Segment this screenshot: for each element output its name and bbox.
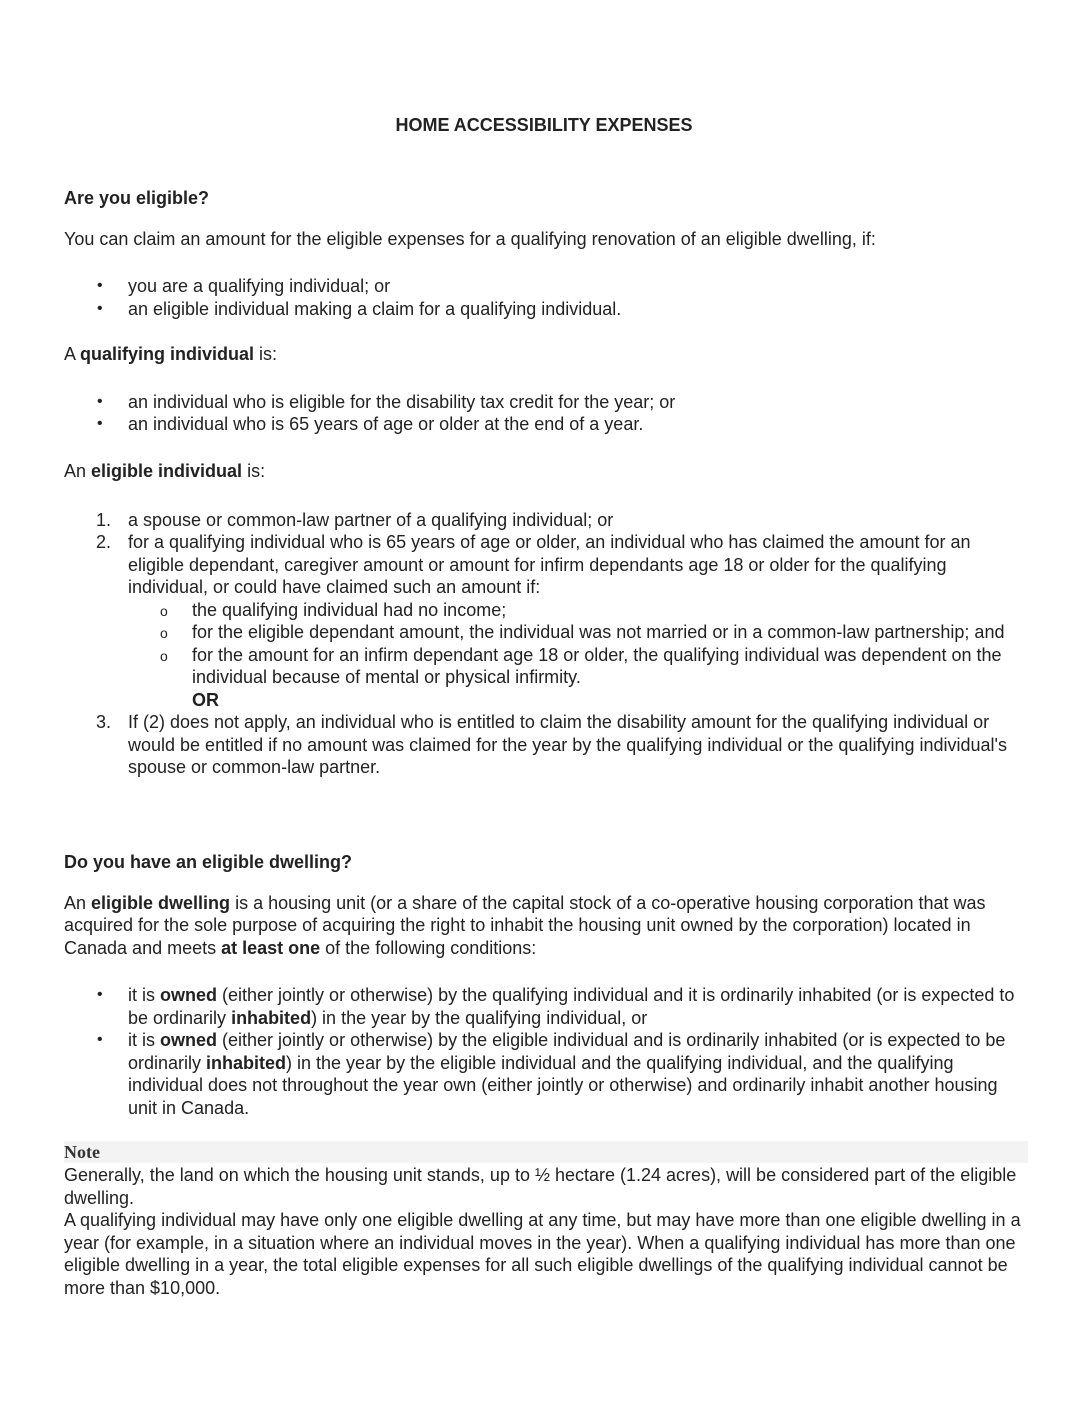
- eligibility-section: [64, 187, 1028, 320]
- eligible-individual-section: [64, 460, 1028, 779]
- qualifying-term: qualifying individual: [80, 344, 255, 364]
- list-item: • it is owned (either jointly or otherwise) by the eligible individual and is ordinarily inhabited (or is expected to be ordinarily inhabited) in the year by the eligible individual and the qualifying individual, and the qualifying individual does not throughout the year own (either jointly or otherwise) and ordinarily inhabit another housing unit in Canada.: [64, 1029, 1028, 1119]
- list-item: • an eligible individual making a claim for a qualifying individual.: [64, 298, 1028, 321]
- qualifying-definition: A qualifying individual is:: [64, 344, 278, 364]
- eligibility-intro: You can claim an amount for the eligible expenses for a qualifying renovation of an eligible dwelling, if:: [64, 228, 876, 249]
- dwelling-section: [64, 851, 1028, 1119]
- list-item: 1. a spouse or common-law partner of a qualifying individual; or: [96, 509, 614, 530]
- note-body: [64, 1164, 1028, 1299]
- eligible-individual-definition: An eligible individual is:: [64, 461, 266, 481]
- list-item: • an individual who is eligible for the disability tax credit for the year; or: [64, 391, 1028, 414]
- sub-list-item: o for the amount for an infirm dependant age 18 or older, the qualifying individual was dependent on the individual because of mental or physical infirmity.: [128, 644, 1028, 689]
- list-item: • you are a qualifying individual; or: [64, 275, 1028, 298]
- note-label: Note: [64, 1142, 100, 1162]
- list-item: 3. If (2) does not apply, an individual who is entitled to claim the disability amount for the qualifying individual or would be entitled if no amount was claimed for the year by the qualifying individual or the qualifying individual's spouse or common-law partner.: [96, 712, 1007, 777]
- qualifying-list: [64, 391, 1028, 436]
- eligible-individual-list: [64, 509, 1028, 779]
- eligible-individual-term: eligible individual: [91, 461, 243, 481]
- eligibility-heading: Are you eligible?: [64, 188, 210, 208]
- condition-sublist: [128, 599, 1028, 689]
- list-item: 2. for a qualifying individual who is 65 years of age or older, an individual who has claimed the amount for an eligible dependant, caregiver amount or amount for infirm dependants age 18 or older for the qualifying individual, or could have claimed such an amount if: o the qualifying individual had no income; o for the eligible dependant amount, the individual was not married or in a common-law partnership; and o for the amount for an infirm dependant age 18 or older, the qualifying individual was dependent on the individual because of mental or physical infirmity. OR: [64, 531, 1028, 711]
- at-least-one-emphasis: at least one: [221, 937, 321, 958]
- eligibility-list: [64, 275, 1028, 320]
- note-paragraph: A qualifying individual may have only one eligible dwelling at any time, but may have more than one eligible dwelling in a year (for example, in a situation where an individual moves in the year). When a qualifying individual has more than one eligible dwelling in a year, the total eligible expenses for all such eligible dwellings of the qualifying individual cannot be more than $10,000.: [64, 1210, 1021, 1298]
- note-header-bar: [64, 1141, 1028, 1163]
- or-label: OR: [192, 689, 219, 710]
- sub-list-item: o the qualifying individual had no income;: [128, 599, 1028, 622]
- sub-list-item: o for the eligible dependant amount, the individual was not married or in a common-law partnership; and: [128, 621, 1028, 644]
- dwelling-definition: An eligible dwelling is a housing unit (or a share of the capital stock of a co-operative housing corporation that was acquired for the sole purpose of acquiring the right to inhabit the housing unit owned by the corporation) located in Canada and meets at least one of the following conditions:: [64, 892, 986, 958]
- document-title: HOME ACCESSIBILITY EXPENSES: [395, 115, 693, 135]
- dwelling-heading: Do you have an eligible dwelling?: [64, 852, 353, 872]
- list-item: • an individual who is 65 years of age or older at the end of a year.: [64, 413, 1028, 436]
- list-item: • it is owned (either jointly or otherwise) by the qualifying individual and it is ordinarily inhabited (or is expected to be ordinarily inhabited) in the year by the qualifying individual, or: [64, 984, 1028, 1029]
- list-number: 1.: [96, 509, 112, 530]
- qualifying-section: [64, 343, 1028, 436]
- dwelling-conditions-list: [64, 984, 1028, 1119]
- list-number: 3.: [96, 712, 112, 732]
- list-number: 2.: [96, 532, 112, 552]
- note-paragraph: Generally, the land on which the housing unit stands, up to ½ hectare (1.24 acres), will be considered part of the eligible dwelling.: [64, 1165, 1017, 1208]
- dwelling-term: eligible dwelling: [91, 892, 231, 913]
